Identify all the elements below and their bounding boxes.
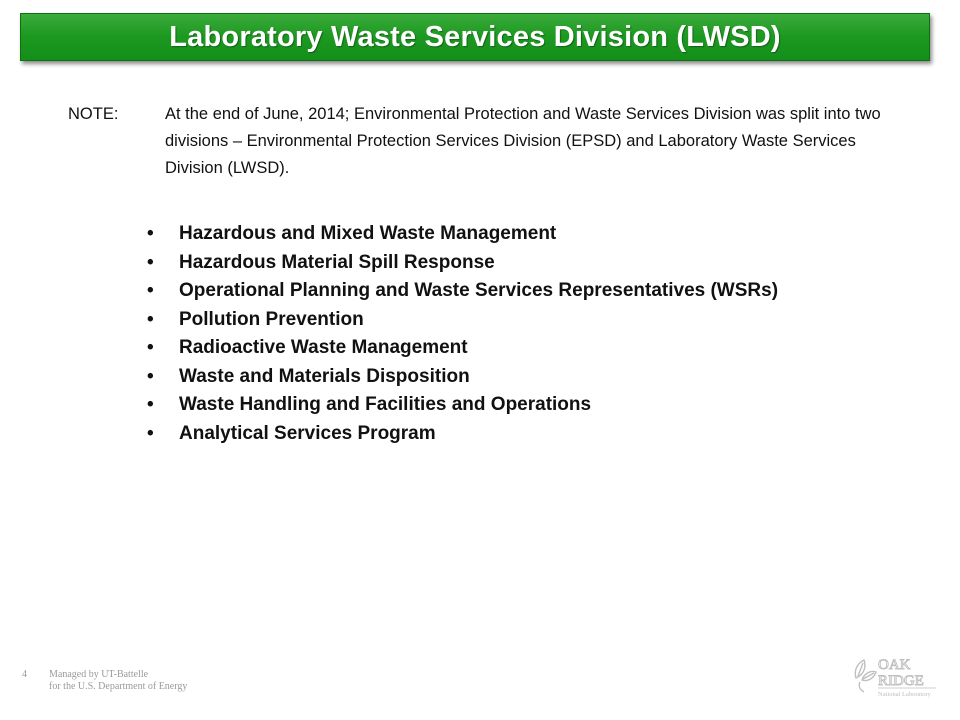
list-item [147,391,787,420]
page-title: Laboratory Waste Services Division (LWSD) [169,20,781,53]
bullet-icon: • [147,251,154,273]
page-number: 4 [22,669,27,680]
logo-tagline: National Laboratory [878,691,931,698]
leaf-icon [855,660,876,692]
footer-line-1: Managed by UT-Battelle [49,669,149,680]
oak-ridge-logo [850,650,940,700]
bullet-icon: • [147,337,154,358]
list-item [147,306,787,335]
bullet-icon: • [147,280,154,301]
list-item-label: Waste and Materials Disposition [179,365,470,387]
footer-line-2: for the U.S. Department of Energy [49,681,188,692]
list-item-label: Hazardous Material Spill Response [179,251,495,273]
list-item-label: Waste Handling and Facilities and Operations [179,394,592,415]
list-item [147,277,787,306]
list-item [147,363,787,392]
list-item [147,334,787,363]
list-item-label: Operational Planning and Waste Services Representatives (WSRs) [179,280,779,301]
list-item-label: Hazardous and Mixed Waste Management [179,223,557,244]
title-bar [20,13,930,61]
service-list [147,220,787,448]
footer-credit [49,669,269,693]
bullet-icon: • [147,365,154,387]
bullet-icon: • [147,308,154,330]
bullet-icon: • [147,394,154,415]
note-label: NOTE: [68,105,119,123]
bullet-icon: • [147,223,154,244]
list-item-label: Radioactive Waste Management [179,337,468,358]
list-item-label: Analytical Services Program [179,422,436,444]
list-item [147,220,787,249]
list-item-label: Pollution Prevention [179,308,364,330]
note-text: At the end of June, 2014; Environmental Protection and Waste Services Division was split into two divisions – Environmental Protection Services Division (EPSD) and Laboratory Waste Services Division (LWSD). [165,105,881,177]
logo-word-oak: OAK [878,657,911,673]
bullet-icon: • [147,422,154,444]
list-item [147,420,787,449]
logo-word-ridge: RIDGE [878,673,924,689]
list-item [147,249,787,278]
